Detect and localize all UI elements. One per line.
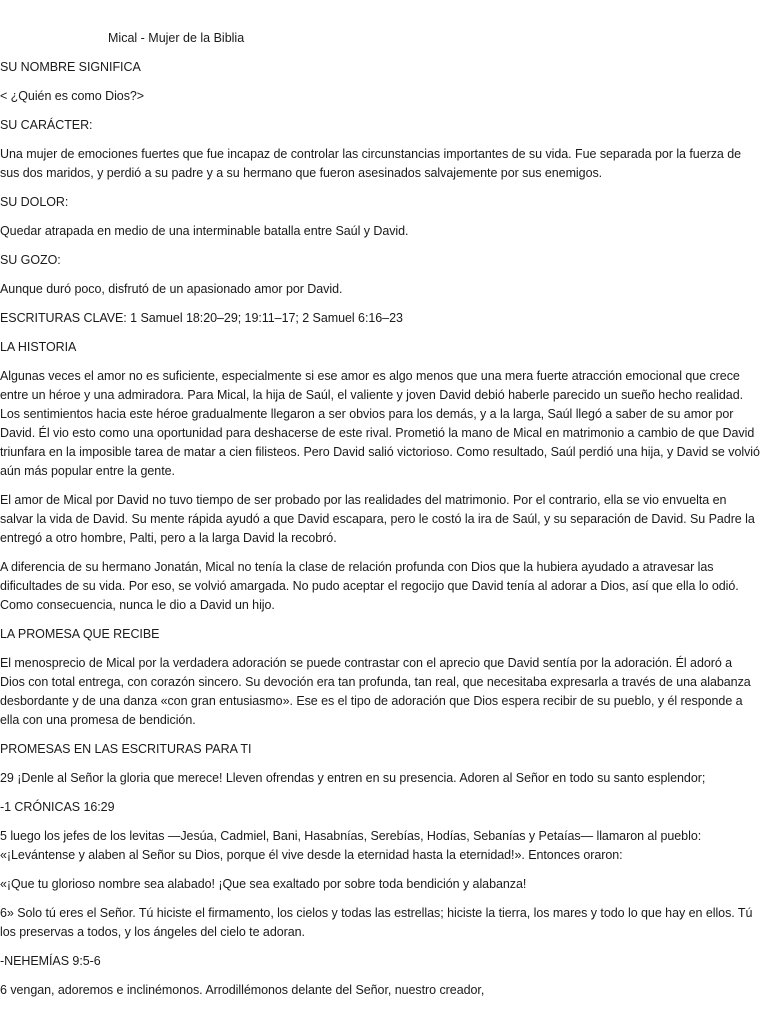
verse-reference: -NEHEMÍAS 9:5-6: [0, 954, 101, 968]
name-meaning: < ¿Quién es como Dios?>: [0, 89, 145, 103]
story-paragraph: A diferencia de su hermano Jonatán, Mical no tenía la clase de relación profunda con Dios que la hubiera ayudado a atravesar las dificultades de su vida. Por eso, se volvió amargada. No pudo aceptar el regocijo que David tenía al adorar a Dios, así que ella lo odió. Como consecuencia, nunca le dio a David un hijo.: [0, 560, 739, 612]
key-scriptures: ESCRITURAS CLAVE: 1 Samuel 18:20–29; 19:11–17; 2 Samuel 6:16–23: [0, 311, 403, 325]
heading-promise: LA PROMESA QUE RECIBE: [0, 627, 160, 641]
joy-text: Aunque duró poco, disfrutó de un apasionado amor por David.: [0, 282, 343, 296]
verse-text: 5 luego los jefes de los levitas —Jesúa, Cadmiel, Bani, Hasabnías, Serebías, Hodías, Sebanías y Petaías— llamaron al pueblo: «¡Levántense y alaben al Señor su Dios, porque él vive desde la eternidad hasta la eternidad!». Entonces oraron:: [0, 829, 702, 862]
heading-joy: SU GOZO:: [0, 253, 61, 267]
story-paragraph: Algunas veces el amor no es suficiente, especialmente si ese amor es algo menos que una mera fuerte atracción emocional que crece entre un héroe y una admiradora. Para Mical, la hija de Saúl, el valiente y joven David debió haberle parecido un sueño hecho realidad. Los sentimientos hacia este héroe gradualmente llegaron a ser obvios para los demás, y a la larga, Saúl llegó a saber de su amor por David. Él vio esto como una oportunidad para deshacerse de este rival. Prometió la mano de Mical en matrimonio a cambio de que David triunfara en la imposible tarea de matar a cien filisteos. Pero David salió victorioso. Como resultado, Saúl perdió una hija, y David se volvió aún más popular entre la gente.: [0, 369, 760, 478]
verse-reference: -1 CRÓNICAS 16:29: [0, 800, 115, 814]
promise-text: El menosprecio de Mical por la verdadera adoración se puede contrastar con el aprecio que David sentía por la adoración. Él adoró a Dios con total entrega, con corazón sincero. Su devoción era tan profunda, tan real, que necesitaba expresarla a través de una alabanza desbordante y de una danza «con gran entusiasmo». Ese es el tipo de adoración que Dios espera recibir de su pueblo, y él responde a ella con una promesa de bendición.: [0, 656, 751, 727]
heading-scripture-promises: PROMESAS EN LAS ESCRITURAS PARA TI: [0, 742, 252, 756]
story-paragraph: El amor de Mical por David no tuvo tiempo de ser probado por las realidades del matrimonio. Por el contrario, ella se vio envuelta en salvar la vida de David. Su mente rápida ayudó a que David escapara, pero le costó la ira de Saúl, y su separación de David. Su Padre la entregó a otro hombre, Palti, pero a la larga David la recobró.: [0, 493, 755, 545]
document-title: Mical - Mujer de la Biblia: [108, 31, 245, 45]
verse-text: «¡Que tu glorioso nombre sea alabado! ¡Que sea exaltado por sobre toda bendición y alabanza!: [0, 877, 527, 891]
verse-text: 6 vengan, adoremos e inclinémonos. Arrodillémonos delante del Señor, nuestro creador,: [0, 983, 485, 997]
pain-text: Quedar atrapada en medio de una interminable batalla entre Saúl y David.: [0, 224, 409, 238]
heading-story: LA HISTORIA: [0, 340, 77, 354]
heading-name-meaning: SU NOMBRE SIGNIFICA: [0, 60, 141, 74]
heading-character: SU CARÁCTER:: [0, 118, 93, 132]
document-body: [0, 58, 760, 1010]
verse-text: 29 ¡Denle al Señor la gloria que merece! Lleven ofrendas y entren en su presencia. Adoren al Señor en todo su santo esplendor;: [0, 771, 706, 785]
heading-pain: SU DOLOR:: [0, 195, 69, 209]
character-text: Una mujer de emociones fuertes que fue incapaz de controlar las circunstancias importantes de su vida. Fue separada por la fuerza de sus dos maridos, y perdió a su padre y a su hermano que fueron asesinados salvajemente por sus enemigos.: [0, 147, 742, 180]
verse-text: 6» Solo tú eres el Señor. Tú hiciste el firmamento, los cielos y todas las estrellas; hiciste la tierra, los mares y todo lo que hay en ellos. Tú los preservas a todos, y los ángeles del cielo te adoran.: [0, 906, 753, 939]
